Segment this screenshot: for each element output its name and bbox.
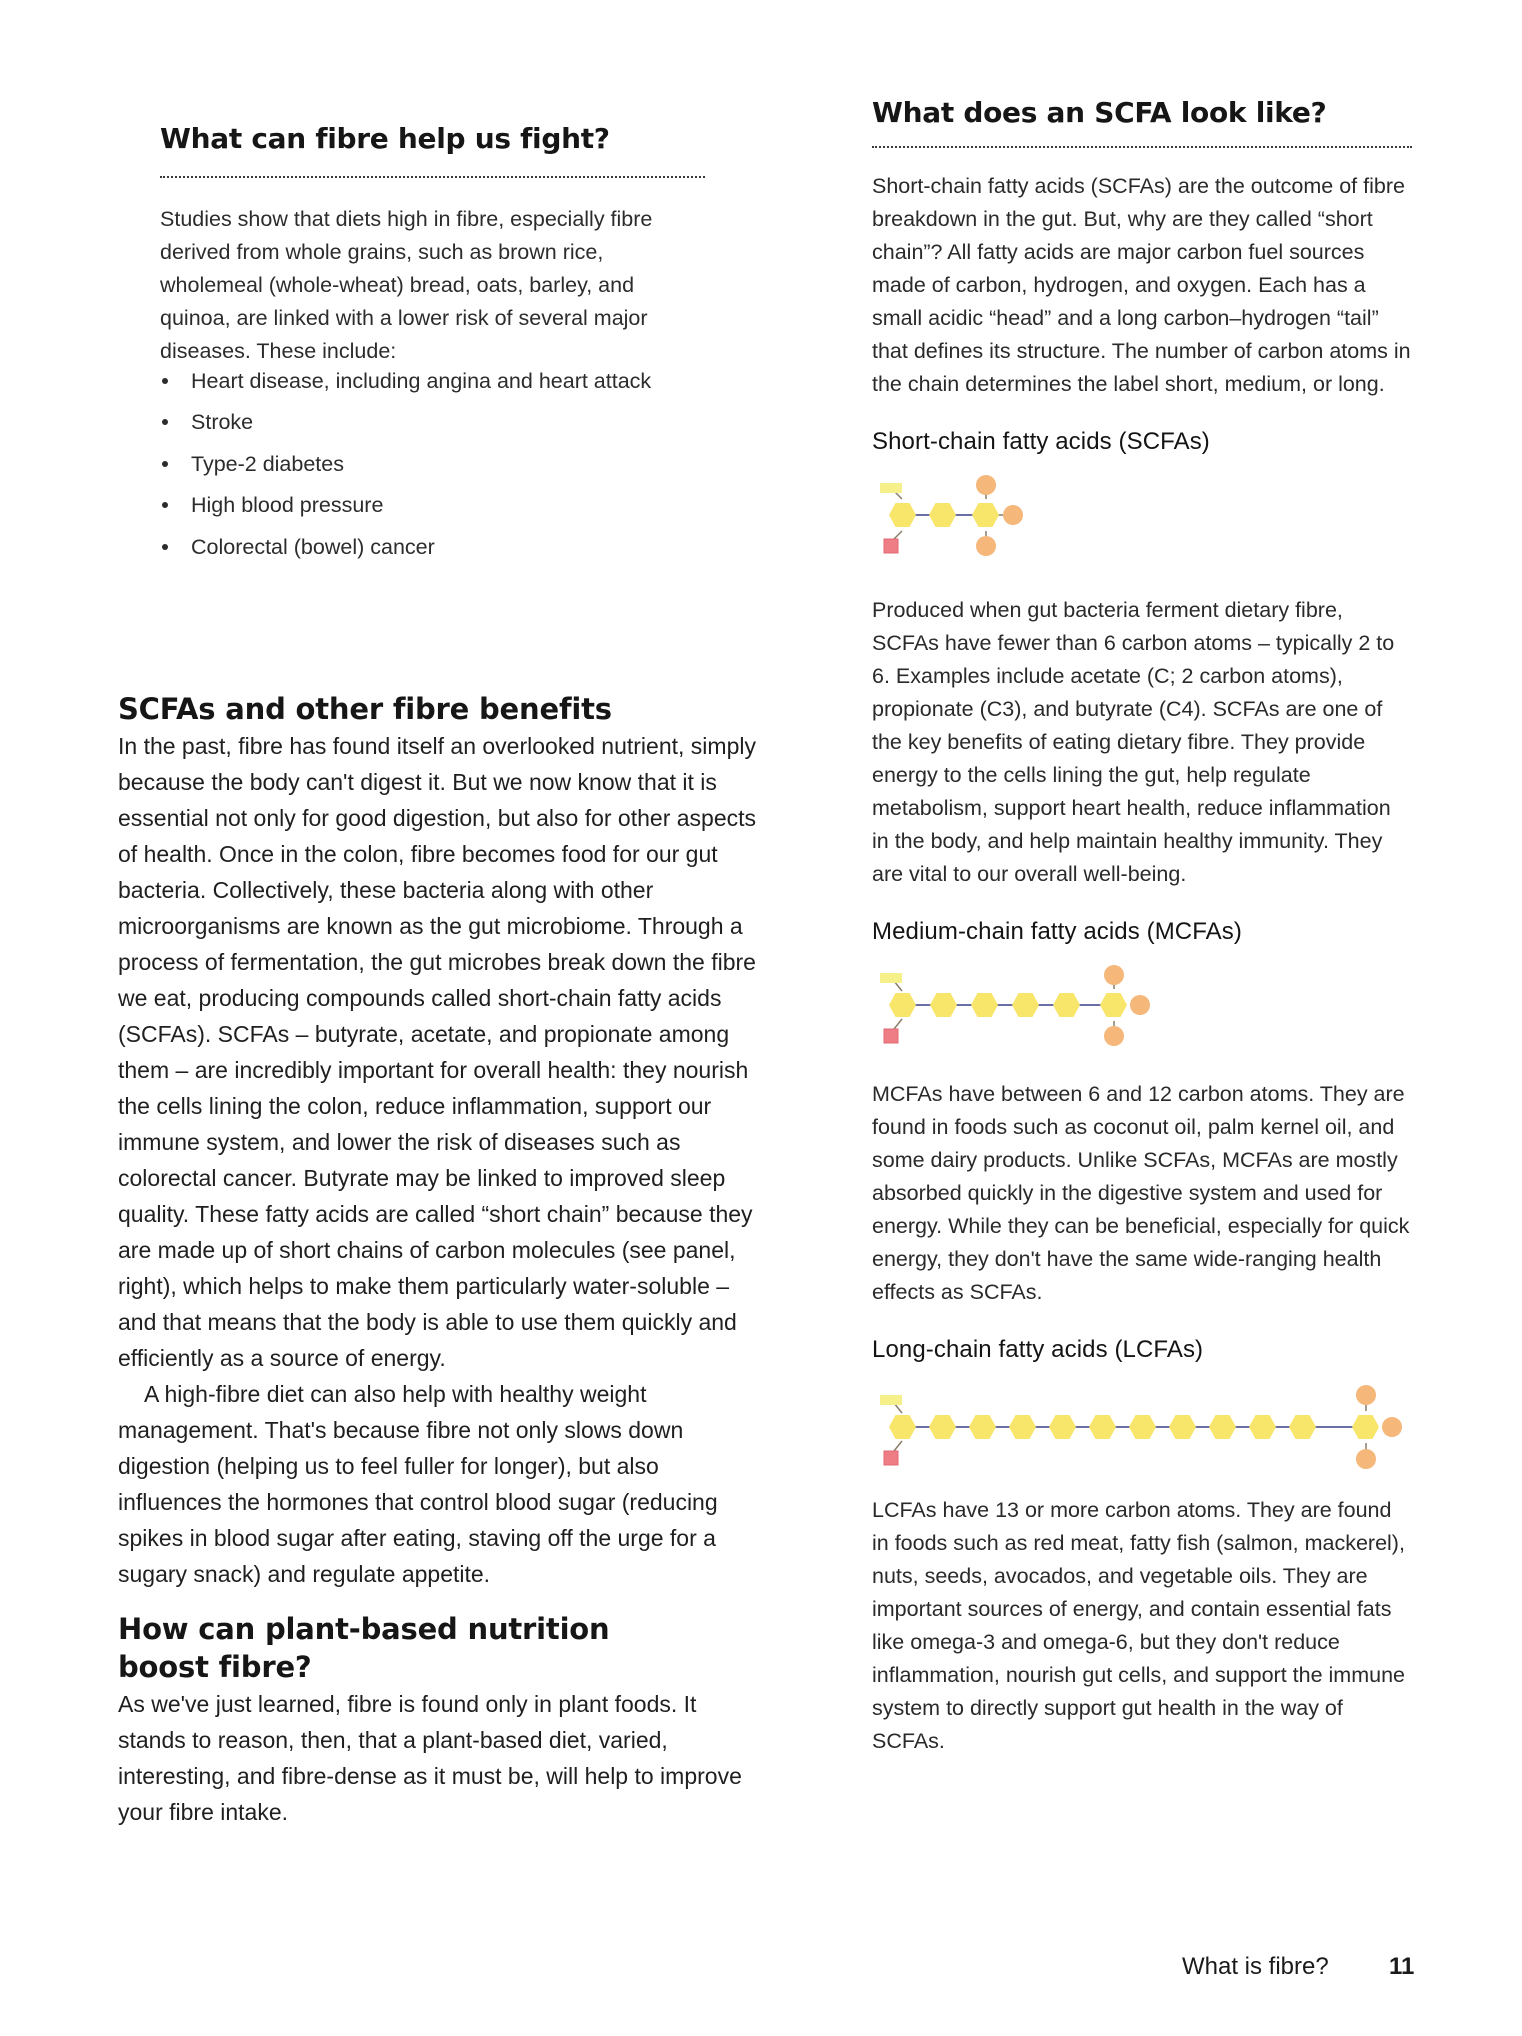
list-item: Stroke [160, 409, 705, 435]
scfa-title: Short-chain fatty acids (SCFAs) [872, 427, 1210, 455]
scfa-molecule-diagram [872, 469, 1052, 564]
running-footer-title: What is fibre? [1182, 1953, 1329, 1980]
scfa-benefits-paragraph: In the past, fibre has found itself an overlooked nutrient, simply because the body can't digest it. But we now know that it is essential not only for good digestion, but also for other aspects of health. Once in the colon, fibre becomes food for our gut bacteria. Collectively, these bacteria along with other microorganisms are known as the gut microbiome. Through a process of fermentation, the gut microbes break down the fibre we eat, producing compounds called short-chain fatty acids (SCFAs). SCFAs – butyrate, acetate, and propionate among them – are incredibly important for overall health: they nourish the cells lining the colon, reduce inflammation, support our immune system, and lower the risk of diseases such as colorectal cancer. Butyrate may be linked to improved sleep quality. These fatty acids are called “short chain” because they are made up of short chains of carbon molecules (see panel, right), which helps to make them particularly water-soluble – and that means that the body is able to use them quickly and efficiently as a source of energy. [118, 733, 757, 1371]
weight-paragraph: A high-fibre diet can also help with healthy weight management. That's because fibre not only slows down digestion (helping us to feel fuller for longer), but also influences the hormones that control blood sugar (reducing spikes in blood sugar after eating, staving off the urge for a sugary snack) and regulate appetite. [118, 1381, 718, 1587]
plant-based-heading [118, 1610, 758, 1686]
fight-intro: Studies show that diets high in fibre, especially fibre derived from whole grains, such as brown rice, wholemeal (whole-wheat) bread, oats, barley, and quinoa, are linked with a lower risk of several major diseases. These include: [160, 206, 653, 363]
scfa-panel-intro: Short-chain fatty acids (SCFAs) are the outcome of fibre breakdown in the gut. But, why are they called “short chain”? All fatty acids are major carbon fuel sources made of carbon, hydrogen, and oxygen. Each has a small acidic “head” and a long carbon–hydrogen “tail” that defines its structure. The number of carbon atoms in the chain determines the label short, medium, or long. [872, 173, 1411, 396]
fibre-fight-box [160, 122, 705, 575]
page-number: 11 [1389, 1953, 1415, 1980]
plant-based-paragraph: As we've just learned, fibre is found only in plant foods. It stands to reason, then, that a plant-based diet, varied, interesting, and fibre-dense as it must be, will help to improve your fibre intake. [118, 1691, 742, 1825]
mcfa-description: MCFAs have between 6 and 12 carbon atoms. They are found in foods such as coconut oil, palm kernel oil, and some dairy products. Unlike SCFAs, MCFAs are mostly absorbed quickly in the digestive system and used for energy. While they can be beneficial, especially for quick energy, they don't have the same wide-ranging health effects as SCFAs. [872, 1081, 1410, 1304]
lcfa-molecule-diagram [872, 1377, 1412, 1472]
plant-heading-line1: How can plant-based nutrition [118, 1612, 610, 1646]
scfa-benefits-heading: SCFAs and other fibre benefits [118, 692, 612, 726]
scfa-panel [872, 96, 1412, 1758]
lcfa-title: Long-chain fatty acids (LCFAs) [872, 1335, 1204, 1363]
scfa-panel-heading: What does an SCFA look like? [872, 96, 1327, 129]
list-item: Heart disease, including angina and heart attack [160, 368, 705, 394]
dotted-divider [160, 176, 705, 178]
mcfa-title: Medium-chain fatty acids (MCFAs) [872, 917, 1242, 945]
main-article [118, 690, 758, 1830]
list-item: High blood pressure [160, 492, 705, 518]
lcfa-description: LCFAs have 13 or more carbon atoms. They are found in foods such as red meat, fatty fish (salmon, mackerel), nuts, seeds, avocados, and vegetable oils. They are important sources of energy, and contain essential fats like omega-3 and omega-6, but they don't reduce inflammation, nourish gut cells, and support the immune system to directly support gut health in the way of SCFAs. [872, 1497, 1405, 1753]
mcfa-molecule-diagram [872, 959, 1172, 1054]
list-item: Type-2 diabetes [160, 451, 705, 477]
scfa-description: Produced when gut bacteria ferment dietary fibre, SCFAs have fewer than 6 carbon atoms – typically 2 to 6. Examples include acetate (C; 2 carbon atoms), propionate (C3), and butyrate (C4). SCFAs are one of the key benefits of eating dietary fibre. They provide energy to the cells lining the gut, help regulate metabolism, support heart health, reduce inflammation in the body, and help maintain healthy immunity. They are vital to our overall well-being. [872, 597, 1395, 886]
plant-heading-line2: boost fibre? [118, 1650, 312, 1684]
disease-list [160, 368, 705, 560]
fight-heading: What can fibre help us fight? [160, 122, 610, 155]
dotted-divider [872, 146, 1412, 148]
list-item: Colorectal (bowel) cancer [160, 534, 705, 560]
